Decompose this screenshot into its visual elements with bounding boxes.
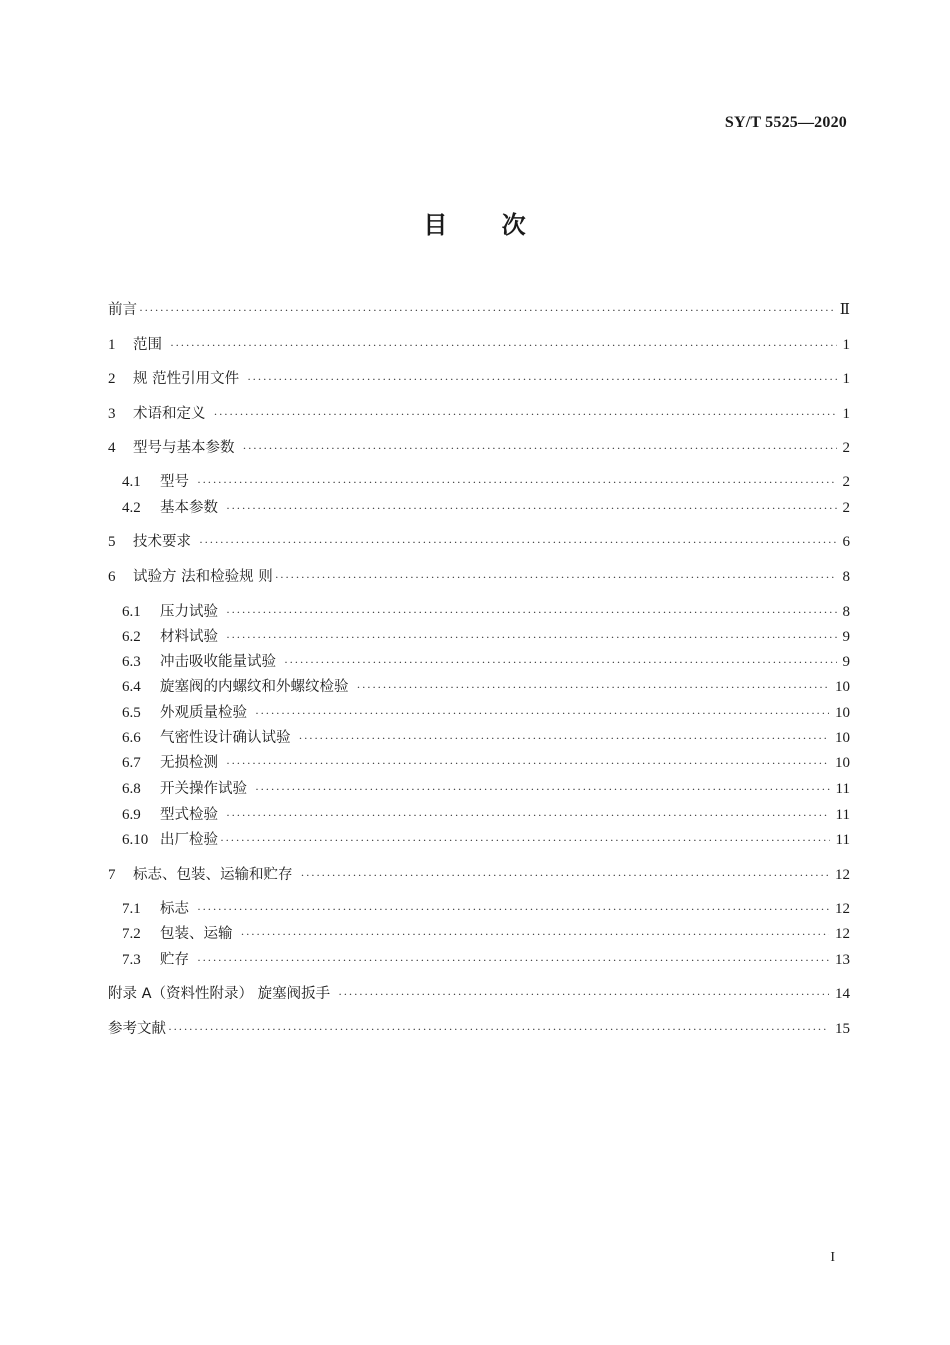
toc-entry-page: 14 bbox=[835, 986, 850, 1002]
toc-entry-3[interactable] bbox=[108, 403, 850, 425]
toc-entry-number: 4.2 bbox=[122, 500, 141, 516]
leader-dots bbox=[168, 1018, 829, 1040]
standard-code: SY/T 5525—2020 bbox=[724, 114, 847, 131]
leader-dots bbox=[226, 626, 837, 648]
toc-entry-page: 9 bbox=[842, 629, 850, 645]
toc-entry-6-3[interactable] bbox=[122, 651, 850, 673]
toc-entry-number: 7.1 bbox=[122, 901, 141, 917]
toc-entry-page: 13 bbox=[835, 952, 850, 968]
toc-entry-label: 压力试验 bbox=[160, 604, 218, 620]
toc-entry-label: 贮存 bbox=[160, 952, 189, 968]
toc-entry-label: 包装、运输 bbox=[160, 926, 233, 942]
toc-entry-page: 2 bbox=[842, 500, 850, 516]
toc-entry-number: 6.7 bbox=[122, 755, 141, 771]
toc-entry-6-9[interactable] bbox=[122, 804, 850, 826]
toc-entry-number: 4.1 bbox=[122, 474, 141, 490]
toc-entry-page: 9 bbox=[842, 654, 850, 670]
toc-entry-number: 6.2 bbox=[122, 629, 141, 645]
toc-entry-appendix-a[interactable] bbox=[108, 983, 850, 1005]
leader-dots bbox=[197, 949, 829, 971]
leader-dots bbox=[139, 299, 834, 321]
toc-entry-page: 2 bbox=[842, 474, 850, 490]
toc-entry-label: 附录 A（资料性附录） 旋塞阀扳手 bbox=[108, 986, 331, 1002]
toc-entry-foreword[interactable] bbox=[108, 299, 850, 321]
toc-entry-label: 型号 bbox=[160, 474, 189, 490]
leader-dots bbox=[197, 471, 837, 493]
toc-entry-label: 外观质量检验 bbox=[160, 705, 247, 721]
toc-entry-label: 术语和定义 bbox=[133, 406, 206, 422]
leader-dots bbox=[197, 898, 829, 920]
toc-entry-page: 10 bbox=[835, 679, 850, 695]
toc-entry-label: 旋塞阀的内螺纹和外螺纹检验 bbox=[160, 679, 349, 695]
toc-entry-7[interactable] bbox=[108, 864, 850, 886]
toc-entry-label: 范围 bbox=[133, 337, 162, 353]
toc-entry-page: 1 bbox=[842, 337, 850, 353]
toc-entry-page: 15 bbox=[835, 1021, 850, 1037]
leader-dots bbox=[338, 983, 829, 1005]
toc-entry-6-4[interactable] bbox=[122, 676, 850, 698]
toc-entry-number: 6 bbox=[108, 569, 116, 585]
toc-entry-number: 4 bbox=[108, 440, 116, 456]
toc-entry-page: 11 bbox=[835, 832, 850, 848]
toc-entry-label: 出厂检验 bbox=[160, 832, 218, 848]
toc-entry-number: 7.3 bbox=[122, 952, 141, 968]
leader-dots bbox=[275, 566, 837, 588]
leader-dots bbox=[247, 368, 836, 390]
toc-entry-6[interactable] bbox=[108, 566, 850, 588]
leader-dots bbox=[199, 531, 837, 553]
toc-entry-number: 5 bbox=[108, 534, 116, 550]
toc-entry-6-5[interactable] bbox=[122, 702, 850, 724]
toc-entry-label: 开关操作试验 bbox=[160, 781, 247, 797]
toc-entry-label: 标志 bbox=[160, 901, 189, 917]
leader-dots bbox=[243, 437, 837, 459]
toc-entry-page: 11 bbox=[835, 807, 850, 823]
leader-dots bbox=[299, 727, 830, 749]
toc-entry-number: 3 bbox=[108, 406, 116, 422]
leader-dots bbox=[220, 829, 830, 851]
toc-entry-number: 6.4 bbox=[122, 679, 141, 695]
toc-entry-number: 6.10 bbox=[122, 832, 149, 848]
toc-entry-1[interactable] bbox=[108, 334, 850, 356]
leader-dots bbox=[301, 864, 830, 886]
toc-entry-7-1[interactable] bbox=[122, 898, 850, 920]
toc-entry-label: 技术要求 bbox=[133, 534, 191, 550]
toc-entry-label: 无损检测 bbox=[160, 755, 218, 771]
leader-dots bbox=[357, 676, 830, 698]
toc-entry-6-10[interactable] bbox=[122, 829, 850, 851]
toc-entry-page: 6 bbox=[842, 534, 850, 550]
leader-dots bbox=[226, 804, 830, 826]
toc-entry-page: 11 bbox=[835, 781, 850, 797]
toc-entry-number: 6.1 bbox=[122, 604, 141, 620]
toc-entry-label: 冲击吸收能量试验 bbox=[160, 654, 276, 670]
toc-entry-page: 12 bbox=[835, 901, 850, 917]
toc-entry-number: 7 bbox=[108, 867, 116, 883]
toc-entry-number: 7.2 bbox=[122, 926, 141, 942]
toc-entry-label: 规 范性引用文件 bbox=[133, 371, 240, 387]
toc-entry-number: 6.3 bbox=[122, 654, 141, 670]
leader-dots bbox=[255, 702, 829, 724]
leader-dots bbox=[214, 403, 837, 425]
toc-entry-7-3[interactable] bbox=[122, 949, 850, 971]
toc-entry-label: 型号与基本参数 bbox=[133, 440, 235, 456]
toc-entry-page: Ⅱ bbox=[839, 302, 850, 318]
toc-entry-page: 10 bbox=[835, 730, 850, 746]
toc-entry-page: 10 bbox=[835, 705, 850, 721]
leader-dots bbox=[241, 923, 830, 945]
toc-entry-5[interactable] bbox=[108, 531, 850, 553]
toc-entry-6-1[interactable] bbox=[122, 601, 850, 623]
toc-entry-6-6[interactable] bbox=[122, 727, 850, 749]
page-number: I bbox=[830, 1250, 835, 1265]
toc-entry-4-2[interactable] bbox=[122, 497, 850, 519]
toc-entry-label: 气密性设计确认试验 bbox=[160, 730, 291, 746]
toc-entry-label: 参考文献 bbox=[108, 1021, 166, 1037]
toc-entry-page: 8 bbox=[842, 604, 850, 620]
toc-entry-number: 1 bbox=[108, 337, 116, 353]
toc-entry-number: 6.5 bbox=[122, 705, 141, 721]
toc-entry-label: 基本参数 bbox=[160, 500, 218, 516]
toc-entry-number: 6.8 bbox=[122, 781, 141, 797]
leader-dots bbox=[255, 778, 830, 800]
leader-dots bbox=[226, 752, 829, 774]
toc-entry-6-7[interactable] bbox=[122, 752, 850, 774]
toc-entry-7-2[interactable] bbox=[122, 923, 850, 945]
toc-entry-number: 2 bbox=[108, 371, 116, 387]
toc-entry-label: 材料试验 bbox=[160, 629, 218, 645]
toc-entry-6-2[interactable] bbox=[122, 626, 850, 648]
toc-entry-page: 10 bbox=[835, 755, 850, 771]
leader-dots bbox=[226, 601, 837, 623]
toc-entry-label: 标志、包装、运输和贮存 bbox=[133, 867, 293, 883]
toc-entry-4-1[interactable] bbox=[122, 471, 850, 493]
toc-entry-label: 型式检验 bbox=[160, 807, 218, 823]
toc-entry-page: 1 bbox=[842, 371, 850, 387]
toc-entry-page: 12 bbox=[835, 926, 850, 942]
toc-entry-page: 1 bbox=[842, 406, 850, 422]
leader-dots bbox=[170, 334, 837, 356]
toc-entry-label: 试验方 法和检验规 则 bbox=[133, 569, 273, 585]
toc-entry-page: 8 bbox=[842, 569, 850, 585]
toc-entry-6-8[interactable] bbox=[122, 778, 850, 800]
toc-entry-4[interactable] bbox=[108, 437, 850, 459]
toc-entry-label: 前言 bbox=[108, 302, 137, 318]
toc-entry-2[interactable] bbox=[108, 368, 850, 390]
leader-dots bbox=[226, 497, 837, 519]
page-title: 目 次 bbox=[423, 211, 527, 239]
toc-entry-page: 12 bbox=[835, 867, 850, 883]
toc-entry-references[interactable] bbox=[108, 1018, 850, 1040]
leader-dots bbox=[284, 651, 837, 673]
toc-entry-number: 6.9 bbox=[122, 807, 141, 823]
toc-entry-number: 6.6 bbox=[122, 730, 141, 746]
toc-entry-page: 2 bbox=[842, 440, 850, 456]
